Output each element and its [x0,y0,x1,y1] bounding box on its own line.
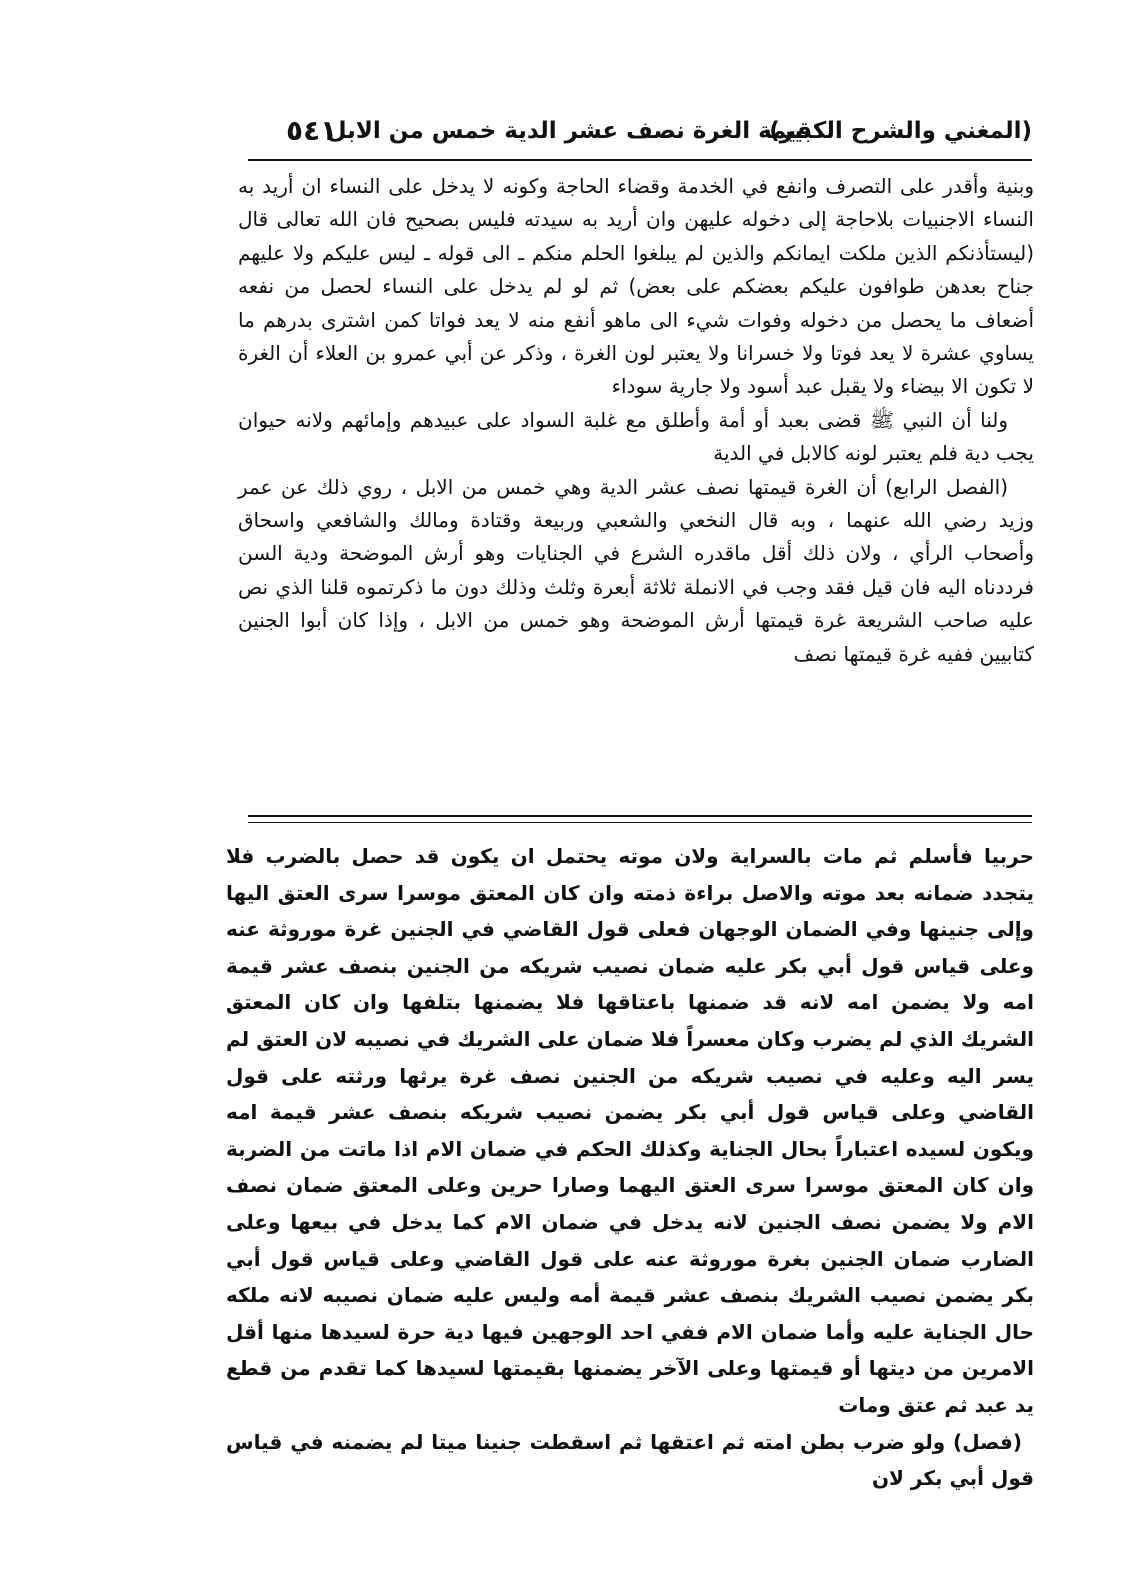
main-paragraph: ولنا أن النبي ﷺ قضى بعبد أو أمة وأطلق مع غلبة السواد على عبيدهم وإمائهم ولانه حيوان يجب دية فلم يعتبر لونه كالابل في الدية [238,407,1034,466]
commentary-paragraph: حربيا فأسلم ثم مات بالسراية ولان موته يحتمل ان يكون قد حصل بالضرب فلا يتجدد ضمانه بعد موته والاصل براءة ذمته وان كان المعتق موسرا سرى العتق اليها وإلى جنينها وفي الضمان الوجهان فعلى قول القاضي في الجنين غرة موروثة عنه وعلى قياس قول أبي بكر عليه ضمان نصيب شريكه من الجنين بنصف عشر قيمة امه ولا يضمن امه لانه قد ضمنها باعتاقها فلا يضمنها بتلفها وان كان المعتق الشريك الذي لم يضرب وكان معسراً فلا ضمان على الشريك في نصيبه لان العتق لم يسر اليه وعليه في نصيب شريكه من الجنين نصف غرة يرثها ورثته على قول القاضي وعلى قياس قول أبي بكر يضمن نصيب شريكه بنصف عشر قيمة امه ويكون لسيده اعتباراً بحال الجناية وكذلك الحكم في ضمان الام اذا ماتت من الضربة وان كان المعتق موسرا سرى العتق اليهما وصارا حرين وعلى المعتق ضمان نصف الام ولا يضمن نصف الجنين لانه يدخل في ضمان الام كما يدخل في بيعها وعلى الضارب ضمان الجنين بغرة موروثة عنه على قول القاضي وعلى قياس قول أبي بكر يضمن نصيب الشريك بنصف عشر قيمة أمه وليس عليه ضمان نصيبه لانه ملكه حال الجناية عليه وأما ضمان الام ففي احد الوجهين فيها دية حرة لسيدها منها أقل الامرين من ديتها أو قيمتها وعلى الآخر يضمنها بقيمتها لسيدها كما تقدم من قطع يد عبد ثم عتق ومات [226,844,1034,1417]
main-text-block [238,170,1034,671]
main-paragraph: (الفصل الرابع) أن الغرة قيمتها نصف عشر الدية وهي خمس من الابل ، روي ذلك عن عمر وزيد رضي الله عنهما ، وبه قال النخعي والشعبي وربيعة وقتادة ومالك والشافعي واسحاق وأصحاب الرأي ، ولان ذلك أقل ماقدره الشرع في الجنايات وهو أرش الموضحة ودية السن فرددناه اليه فان قيل فقد وجب في الانملة ثلاثة أبعرة وثلث وذلك دون ما ذكرتموه قلنا الذي نص عليه صاحب الشريعة غرة قيمتها أرش الموضحة وهو خمس من الابل ، وإذا كان أبوا الجنين كتابيين ففيه غرة قيمتها نصف [238,474,1034,666]
commentary-text-block [226,838,1034,1497]
header-rule [248,159,1032,161]
commentary-paragraph: (فصل) ولو ضرب بطن امته ثم اعتقها ثم اسقطت جنينا ميتا لم يضمنه في قياس قول أبي بكر لان [226,1429,1034,1491]
section-divider [248,815,1032,823]
page-header [248,112,1032,158]
running-head: قيمة الغرة نصف عشر الدية خمس من الابل [326,118,812,144]
page-number: ٥٤١ [286,114,338,147]
book-title: (المغني والشرح الكبير) [769,118,1032,144]
main-paragraph: وبنية وأقدر على التصرف وانفع في الخدمة وقضاء الحاجة وكونه لا يدخل على النساء ان أريد به النساء الاجنبيات بلاحاجة إلى دخوله عليهن وان أريد به سيدته فليس بصحيح فان الله تعالى قال (ليستأذنكم الذين ملكت ايمانكم والذين لم يبلغوا الحلم منكم ـ الى قوله ـ ليس عليكم ولا عليهم جناح بعدهن طوافون عليكم بعضكم على بعض) ثم لو لم يدخل على النساء لحصل من نفعه أضعاف ما يحصل من دخوله وفوات شيء الى ماهو أنفع منه لا يعد فواتا كمن اشترى بدرهم ما يساوي عشرة لا يعد فوتا ولا خسرانا ولا يعتبر لون الغرة ، وذكر عن أبي عمرو بن العلاء أن الغرة لا تكون الا بيضاء ولا يقبل عبد أسود ولا جارية سوداء [238,174,1034,399]
